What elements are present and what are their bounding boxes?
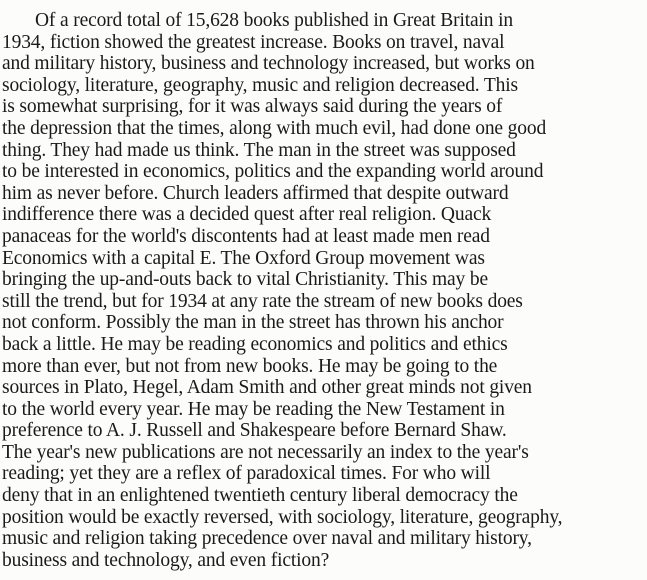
paragraph-line: still the trend, but for 1934 at any rate the stream of new books does (2, 290, 523, 312)
paragraph-line: not conform. Possibly the man in the street has thrown his anchor (2, 312, 504, 334)
paragraph-line: music and religion taking precedence over naval and military history, (2, 528, 532, 550)
paragraph-line: position would be exactly reversed, with sociology, literature, geography, (2, 506, 563, 528)
paragraph-line: The year's new publications are not necessarily an index to the year's (2, 441, 529, 463)
paragraph-line: bringing the up-and-outs back to vital Christianity. This may be (2, 269, 488, 291)
article-paragraph (2, 10, 647, 571)
paragraph-line: indifference there was a decided quest after real religion. Quack (2, 204, 492, 226)
paragraph-line: 1934, fiction showed the greatest increase. Books on travel, naval (2, 31, 505, 53)
paragraph-line: sociology, literature, geography, music and religion decreased. This (2, 74, 518, 96)
paragraph-line: to the world every year. He may be reading the New Testament in (2, 398, 505, 420)
paragraph-line: to be interested in economics, politics and the expanding world around (2, 161, 544, 183)
paragraph-line: Of a record total of 15,628 books published in Great Britain in (35, 10, 513, 31)
paragraph-line: more than ever, but not from new books. He may be going to the (2, 355, 498, 377)
paragraph-line: panaceas for the world's discontents had at least made men read (2, 225, 490, 247)
paragraph-line: reading; yet they are a reflex of paradoxical times. For who will (2, 463, 491, 485)
paragraph-line: Economics with a capital E. The Oxford Group movement was (2, 247, 485, 269)
paragraph-line: thing. They had made us think. The man in the street was supposed (2, 139, 516, 161)
paragraph-line: is somewhat surprising, for it was always said during the years of (2, 96, 503, 118)
paragraph-line: and military history, business and technology increased, but works on (2, 53, 535, 75)
paragraph-line: sources in Plato, Hegel, Adam Smith and other great minds not given (2, 377, 532, 399)
paragraph-line: the depression that the times, along with much evil, had done one good (2, 117, 547, 139)
paragraph-line: deny that in an enlightened twentieth century liberal democracy the (2, 485, 518, 507)
paragraph-line: back a little. He may be reading economics and politics and ethics (2, 333, 508, 355)
paragraph-line: business and technology, and even fiction? (2, 549, 330, 571)
paragraph-line: preference to A. J. Russell and Shakespeare before Bernard Shaw. (2, 420, 507, 442)
paragraph-line: him as never before. Church leaders affirmed that despite outward (2, 182, 509, 204)
